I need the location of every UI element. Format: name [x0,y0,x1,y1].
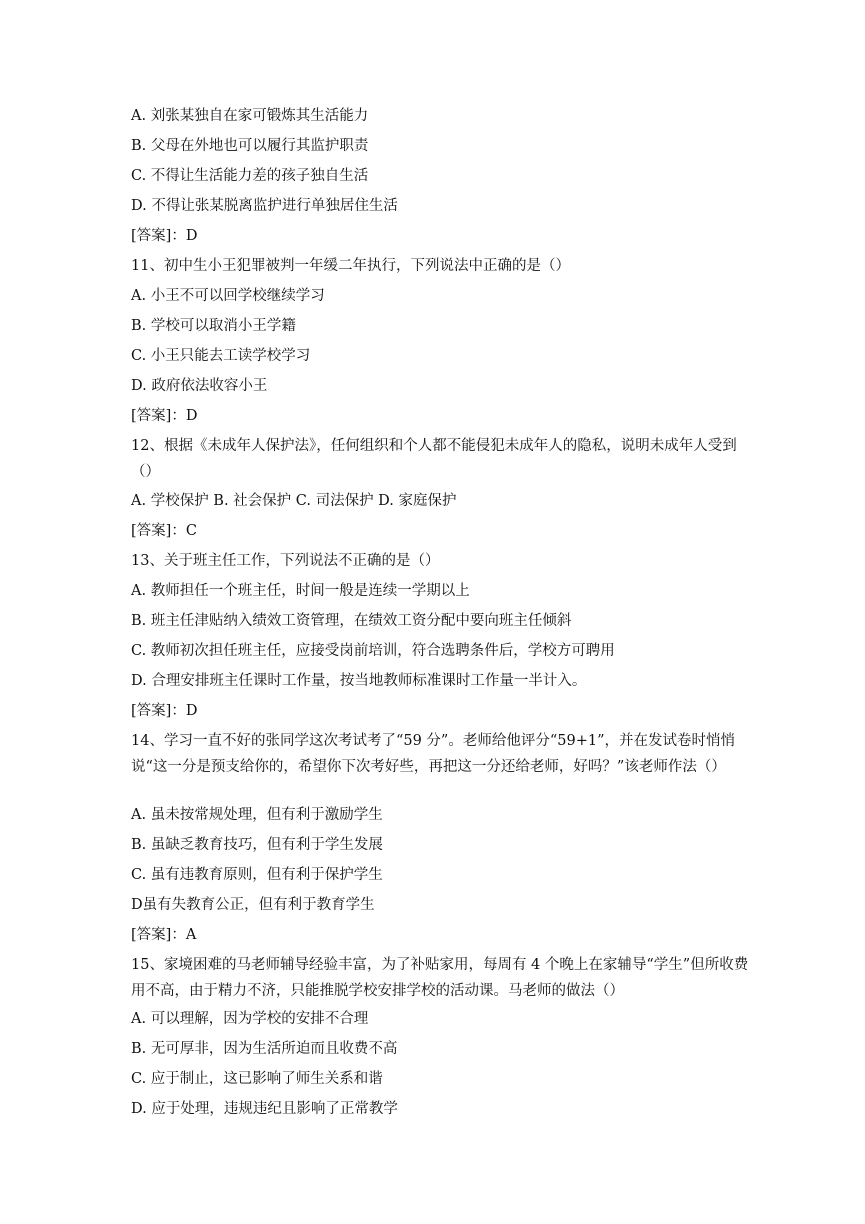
q13-answer: [答案]：D [131,703,198,719]
q14-option-d: D虽有失教育公正，但有利于教育学生 [131,897,375,913]
q11-option-d: D. 政府依法收容小王 [131,378,268,394]
q10-option-d: D. 不得让张某脱离监护进行单独居住生活 [131,198,398,214]
q13-stem: 13、关于班主任工作，下列说法不正确的是（） [131,553,440,569]
q15-option-a: A. 可以理解，因为学校的安排不合理 [131,1011,369,1027]
q11-option-b: B. 学校可以取消小王学籍 [131,318,296,334]
q14-stem: 14、学习一直不好的张同学这次考试考了“59 分”。老师给他评分“59+1”，并在发试卷时悄悄说“这一分是预支给你的，希望你下次考好些，再把这一分还给老师，好吗？”该老师作法（） [131,733,735,775]
q14-option-a: A. 虽未按常规处理，但有利于激励学生 [131,807,383,823]
q14-option-c: C. 虽有违教育原则，但有利于保护学生 [131,867,383,883]
q11-option-c: C. 小王只能去工读学校学习 [131,348,311,364]
q11-answer: [答案]：D [131,408,198,424]
q15-stem: 15、家境困难的马老师辅导经验丰富，为了补贴家用，每周有 4 个晚上在家辅导“学生”但所收费用不高，由于精力不济，只能推脱学校安排学校的活动课。马老师的做法（） [131,957,749,999]
q13-option-c: C. 教师初次担任班主任，应接受岗前培训，符合选聘条件后，学校方可聘用 [131,643,615,659]
q10-option-a: A. 刘张某独自在家可锻炼其生活能力 [131,108,369,124]
q14-option-b: B. 虽缺乏教育技巧，但有利于学生发展 [131,837,383,853]
q15-option-b: B. 无可厚非，因为生活所迫而且收费不高 [131,1041,398,1057]
q11-option-a: A. 小王不可以回学校继续学习 [131,288,325,304]
q10-option-b: B. 父母在外地也可以履行其监护职责 [131,138,369,154]
q11-stem: 11、初中生小王犯罪被判一年缓二年执行，下列说法中正确的是（） [131,258,570,274]
q15-option-c: C. 应于制止，这已影响了师生关系和谐 [131,1071,383,1087]
q13-option-a: A. 教师担任一个班主任，时间一般是连续一学期以上 [131,583,470,599]
q14-answer: [答案]：A [131,927,197,943]
q12-options: A. 学校保护 B. 社会保护 C. 司法保护 D. 家庭保护 [131,493,457,509]
q12-stem: 12、根据《未成年人保护法》，任何组织和个人都不能侵犯未成年人的隐私，说明未成年人受到（） [131,438,737,480]
q15-option-d: D. 应于处理，违规违纪且影响了正常教学 [131,1101,398,1117]
q10-option-c: C. 不得让生活能力差的孩子独自生活 [131,168,369,184]
q12-answer: [答案]：C [131,523,197,539]
q13-option-b: B. 班主任津贴纳入绩效工资管理，在绩效工资分配中要向班主任倾斜 [131,613,572,629]
q13-option-d: D. 合理安排班主任课时工作量，按当地教师标准课时工作量一半计入。 [131,673,587,689]
q10-answer: [答案]：D [131,228,198,244]
